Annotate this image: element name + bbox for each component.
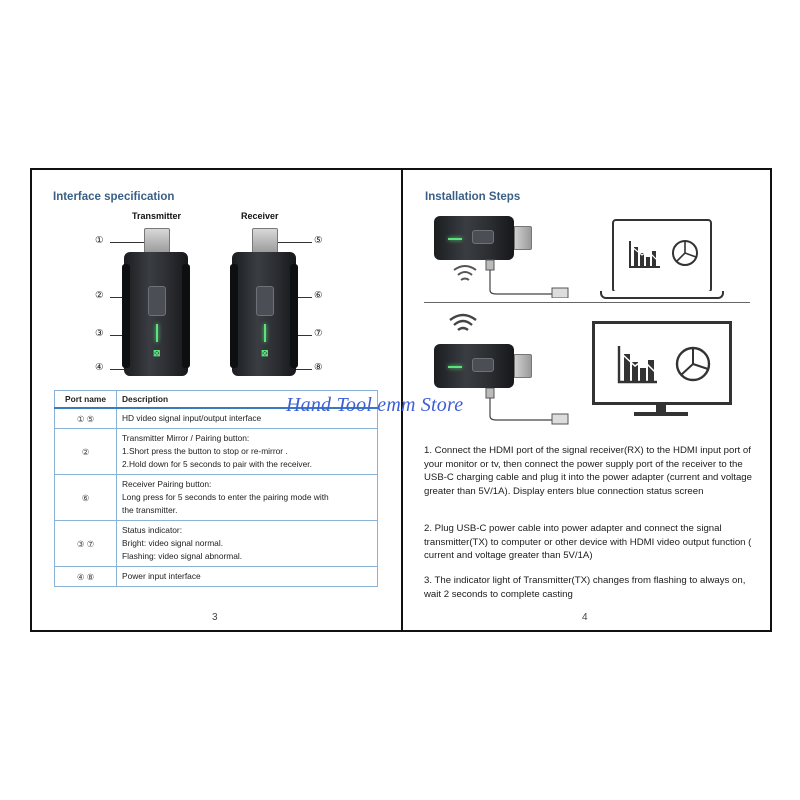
wifi-weak-icon	[450, 262, 480, 288]
bar-chart-icon	[628, 239, 662, 269]
right-page-title: Installation Steps	[425, 191, 521, 203]
receiver-hdmi-plug	[252, 228, 278, 254]
callout-7: ⑦	[314, 328, 323, 339]
description-cell: Receiver Pairing button: Long press for 5 seconds to enter the pairing mode with the transmitter.	[117, 475, 378, 521]
monitor-icon	[592, 321, 732, 405]
interface-spec-table	[54, 390, 378, 587]
description-cell: Power input interface	[117, 567, 378, 587]
wifi-strong-icon	[448, 312, 478, 336]
transmitter-device-horizontal	[434, 344, 534, 388]
transmitter-hdmi-plug	[144, 228, 170, 254]
table-header-description: Description	[117, 391, 378, 409]
usb-cable-icon-2	[482, 388, 574, 428]
receiver-device-horizontal	[434, 216, 534, 260]
store-watermark: Hand Tool emm Store	[286, 394, 464, 416]
receiver-device: ⊠	[232, 228, 296, 378]
step-separator	[424, 302, 750, 303]
laptop-icon	[612, 219, 712, 293]
callout-1: ①	[95, 235, 104, 246]
description-cell: Transmitter Mirror / Pairing button: 1.Short press the button to stop or re-mirror . 2.Hold down for 5 seconds to pair with the receiver.	[117, 429, 378, 475]
transmitter-status-led	[156, 324, 158, 342]
table-header-port: Port name	[55, 391, 117, 409]
callout-5: ⑤	[314, 235, 323, 246]
callout-4: ④	[95, 362, 104, 373]
description-cell: HD video signal input/output interface	[117, 408, 378, 429]
receiver-status-led	[264, 324, 266, 342]
port-cell: ③ ⑦	[55, 521, 117, 567]
pie-chart-icon-2	[673, 344, 713, 384]
left-page-title: Interface specification	[53, 191, 175, 203]
callout-2: ②	[95, 290, 104, 301]
callout-8: ⑧	[314, 362, 323, 373]
table-row	[55, 429, 378, 475]
step-1-text: 1. Connect the HDMI port of the signal receiver(RX) to the HDMI input port of your monitor or tv, then connect the power supply port of the receiver to the USB-C charging cable and plug it into the power adapter (current and voltage greater than 5V/1A). Display enters blue connection status screen	[424, 445, 752, 497]
usb-cable-icon	[482, 258, 574, 298]
bar-chart-icon-2	[617, 344, 659, 384]
monitor-stand	[634, 412, 688, 416]
step-3-text: 3. The indicator light of Transmitter(TX) changes from flashing to always on, wait 2 seconds to complete casting	[424, 575, 746, 600]
transmitter-pair-button	[148, 286, 166, 316]
port-cell: ④ ⑧	[55, 567, 117, 587]
pie-chart-icon	[670, 238, 700, 268]
port-cell: ②	[55, 429, 117, 475]
receiver-label: Receiver	[241, 211, 279, 221]
callout-6: ⑥	[314, 290, 323, 301]
laptop-base	[600, 291, 724, 299]
transmitter-device: ⊠	[124, 228, 188, 378]
table-row	[55, 521, 378, 567]
step-2-text: 2. Plug USB-C power cable into power adapter and connect the signal transmitter(TX) to computer or other device with HDMI video output function ( current and voltage greater than 5V/1A)	[424, 523, 752, 562]
right-page-number: 4	[582, 612, 588, 623]
port-cell: ① ⑤	[55, 408, 117, 429]
description-cell: Status indicator: Bright: video signal normal. Flashing: video signal abnormal.	[117, 521, 378, 567]
left-page-number: 3	[212, 612, 218, 623]
callout-3: ③	[95, 328, 104, 339]
table-row	[55, 475, 378, 521]
port-cell: ⑥	[55, 475, 117, 521]
table-row	[55, 567, 378, 587]
receiver-pair-button	[256, 286, 274, 316]
transmitter-label: Transmitter	[132, 211, 182, 221]
